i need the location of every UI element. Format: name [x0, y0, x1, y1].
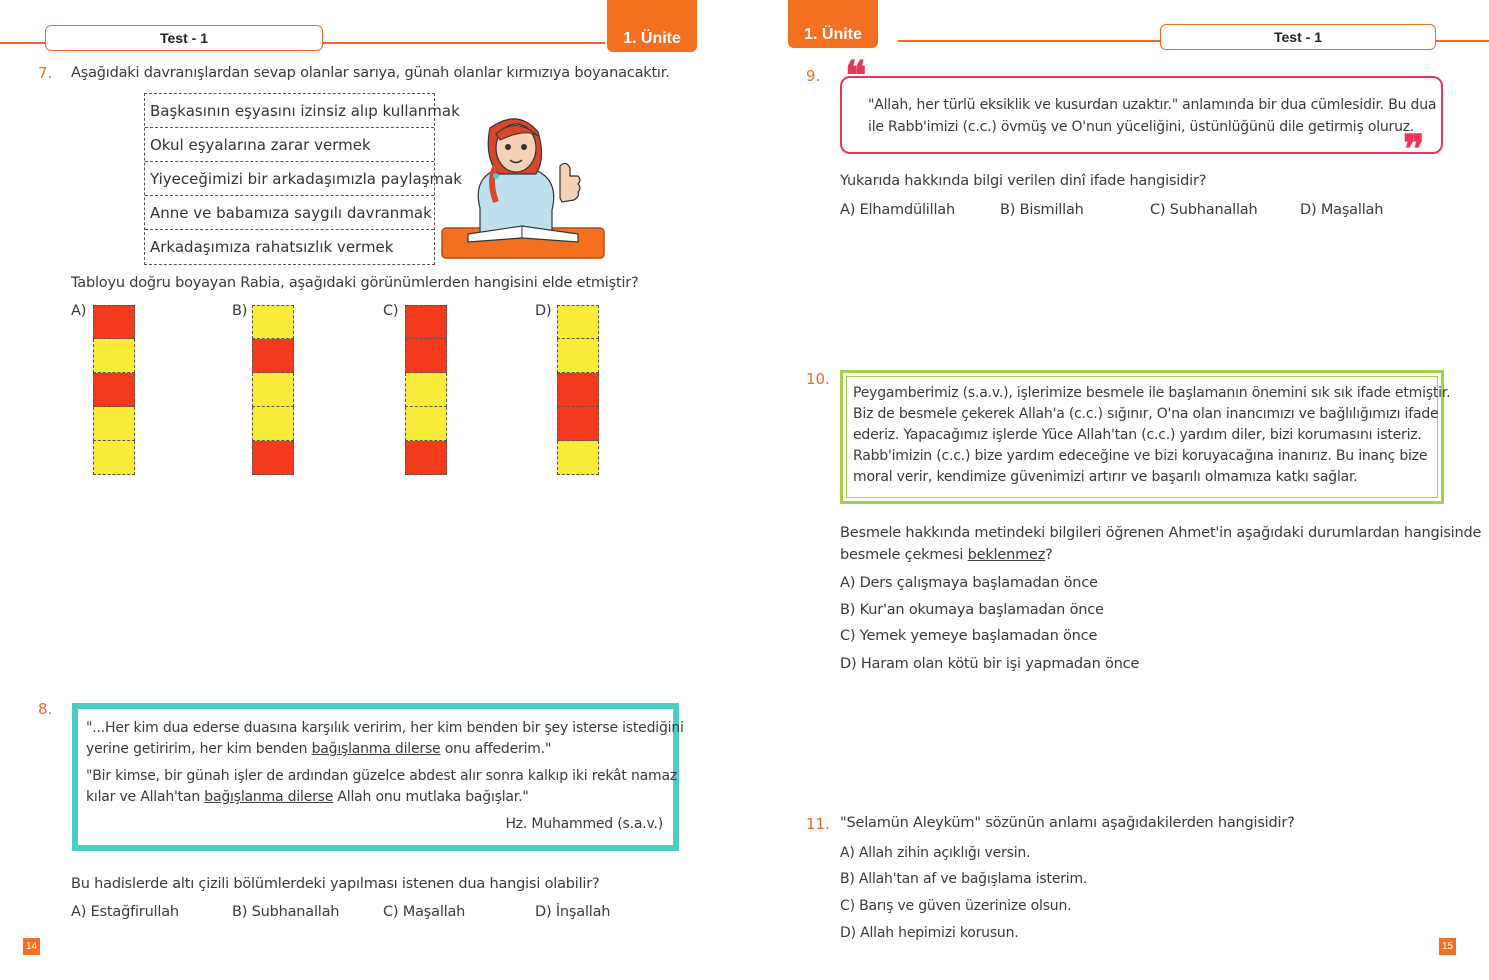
header-line-right: [898, 40, 1160, 42]
hadith1-line-2: [86, 741, 551, 757]
option-label-a: A): [71, 303, 87, 319]
hadith2-text-end: Allah onu mutlaka bağışlar.": [333, 789, 529, 805]
color-cell-yellow: [93, 407, 135, 441]
behavior-table: [144, 93, 462, 265]
option-label-c: C): [383, 303, 399, 319]
q11-option-a[interactable]: A) Allah zihin açıklığı versin.: [840, 845, 1031, 861]
color-cell-yellow: [557, 441, 599, 475]
color-cell-red: [557, 373, 599, 407]
hadith2-line-1: "Bir kimse, bir günah işler de ardından güzelce abdest alır sonra kalkıp iki rekât namaz: [86, 768, 677, 784]
color-cell-yellow: [252, 305, 294, 339]
page-number-right: 15: [1439, 938, 1456, 955]
color-cell-red: [93, 373, 135, 407]
option-b-color-column[interactable]: [252, 305, 294, 475]
hadith2-text: kılar ve Allah'tan: [86, 789, 205, 805]
behavior-row: Yiyeceğimizi bir arkadaşımızla paylaşmak: [145, 162, 434, 196]
q8-option-a[interactable]: A) Estağfirullah: [71, 904, 179, 920]
option-label-b: B): [232, 303, 248, 319]
q11-question: "Selamün Aleyküm" sözünün anlamı aşağıdakilerden hangisidir?: [840, 815, 1295, 831]
header-line-left: [0, 42, 45, 44]
q9-question: Yukarıda hakkında bilgi verilen dinî ifade hangisidir?: [840, 173, 1207, 189]
q10-text-line: moral verir, kendimize güvenimizi artırır ve başarılı olmamıza katkı sağlar.: [853, 469, 1358, 485]
q10-question-line-1: Besmele hakkında metindeki bilgileri öğrenen Ahmet'in aşağıdaki durumlardan hangisinde: [840, 525, 1482, 541]
behavior-row: Okul eşyalarına zarar vermek: [145, 128, 434, 162]
color-cell-yellow: [405, 407, 447, 441]
hadith2-line-2: [86, 789, 529, 805]
color-cell-yellow: [252, 373, 294, 407]
option-a-color-column[interactable]: [93, 305, 135, 475]
q11-option-c[interactable]: C) Barış ve güven üzerinize olsun.: [840, 898, 1072, 914]
hadith-source: Hz. Muhammed (s.a.v.): [505, 816, 663, 832]
option-d-color-column[interactable]: [557, 305, 599, 475]
q10-text-line: Rabb'imizin (c.c.) bize yardım edeceğine ve bizi koruyacağına inanırız. Bu inanç bize: [853, 448, 1428, 464]
q7-question: Tabloyu doğru boyayan Rabia, aşağıdaki görünümlerden hangisini elde etmiştir?: [71, 275, 639, 291]
hadith1-line-1: "...Her kim dua ederse duasına karşılık veririm, her kim benden bir şey isterse istediğini: [86, 720, 684, 736]
color-cell-yellow: [405, 373, 447, 407]
q9-option-c[interactable]: C) Subhanallah: [1150, 202, 1258, 218]
q10-option-a[interactable]: A) Ders çalışmaya başlamadan önce: [840, 575, 1098, 591]
color-cell-yellow: [93, 339, 135, 373]
q10-question-end: ?: [1045, 547, 1053, 563]
color-cell-yellow: [557, 305, 599, 339]
question-number-10: 10.: [806, 370, 830, 388]
q10-text-line: Biz de besmele çekerek Allah'a (c.c.) sığınır, O'na olan inancımızı ve bağlılığımızı ifade: [853, 406, 1439, 422]
color-cell-red: [252, 441, 294, 475]
hadith1-underlined: bağışlanma dilerse: [311, 741, 441, 757]
color-cell-red: [93, 305, 135, 339]
behavior-row: Anne ve babamıza saygılı davranmak: [145, 196, 434, 230]
q11-option-d[interactable]: D) Allah hepimizi korusun.: [840, 925, 1019, 941]
quote-box: [840, 76, 1443, 154]
q8-question: Bu hadislerde altı çizili bölümlerdeki yapılması istenen dua hangisi olabilir?: [71, 876, 600, 892]
q10-option-c[interactable]: C) Yemek yemeye başlamadan önce: [840, 628, 1098, 644]
header-line-left-2: [320, 42, 605, 44]
q10-question-text: besmele çekmesi: [840, 547, 968, 563]
header-line-right-2: [1434, 40, 1489, 42]
color-cell-yellow: [252, 407, 294, 441]
option-label-d: D): [535, 303, 552, 319]
q10-option-b[interactable]: B) Kur'an okumaya başlamadan önce: [840, 602, 1104, 618]
q10-text-line: ederiz. Yapacağımız işlerde Yüce Allah'tan (c.c.) yardım diler, bizi korumasını isteriz.: [853, 427, 1422, 443]
q10-option-d[interactable]: D) Haram olan kötü bir işi yapmadan önce: [840, 656, 1140, 672]
behavior-row: Başkasının eşyasını izinsiz alıp kullanmak: [145, 94, 434, 128]
option-c-color-column[interactable]: [405, 305, 447, 475]
close-quote-icon: ❞: [1403, 126, 1425, 173]
color-cell-red: [405, 305, 447, 339]
girl-reading-illustration: [440, 110, 606, 262]
open-quote-icon: ❝: [845, 52, 867, 99]
hadith2-underlined: bağışlanma dilerse: [204, 789, 334, 805]
color-cell-red: [405, 339, 447, 373]
question-number-9: 9.: [806, 67, 821, 85]
q10-question-line-2: [840, 547, 1053, 563]
question-number-8: 8.: [38, 700, 53, 718]
q9-quote-line-1: "Allah, her türlü eksiklik ve kusurdan uzaktır." anlamında bir dua cümlesidir. Bu dua: [868, 97, 1437, 113]
color-cell-yellow: [557, 339, 599, 373]
q9-option-b[interactable]: B) Bismillah: [1000, 202, 1084, 218]
test-label-right: Test - 1: [1160, 24, 1436, 50]
behavior-row: Arkadaşımıza rahatsızlık vermek: [150, 238, 394, 256]
q7-prompt: Aşağıdaki davranışlardan sevap olanlar sarıya, günah olanlar kırmızıya boyanacaktır.: [71, 65, 670, 81]
q8-option-b[interactable]: B) Subhanallah: [232, 904, 340, 920]
question-number-7: 7.: [38, 64, 53, 82]
q9-option-d[interactable]: D) Maşallah: [1300, 202, 1384, 218]
unit-tab-left: 1. Ünite: [607, 0, 697, 52]
color-cell-red: [557, 407, 599, 441]
hadith1-text-end: onu affederim.": [440, 741, 552, 757]
q11-option-b[interactable]: B) Allah'tan af ve bağışlama isterim.: [840, 871, 1088, 887]
color-cell-yellow: [93, 441, 135, 475]
page-number-left: 14: [23, 938, 40, 955]
unit-tab-right: 1. Ünite: [788, 0, 878, 48]
q10-question-underlined: beklenmez: [967, 547, 1046, 563]
q9-option-a[interactable]: A) Elhamdülillah: [840, 202, 955, 218]
hadith1-text: yerine getiririm, her kim benden: [86, 741, 312, 757]
question-number-11: 11.: [806, 815, 830, 833]
color-cell-red: [405, 441, 447, 475]
q8-option-d[interactable]: D) İnşallah: [535, 904, 611, 920]
q9-quote-line-2: ile Rabb'imizi (c.c.) övmüş ve O'nun yüceliğini, üstünlüğünü dile getirmiş oluruz.: [868, 119, 1415, 135]
q8-option-c[interactable]: C) Maşallah: [383, 904, 466, 920]
test-label-left: Test - 1: [45, 25, 323, 51]
color-cell-red: [252, 339, 294, 373]
q10-text-line: Peygamberimiz (s.a.v.), işlerimize besmele ile başlamanın önemini sık sık ifade etmiştir.: [853, 385, 1451, 401]
